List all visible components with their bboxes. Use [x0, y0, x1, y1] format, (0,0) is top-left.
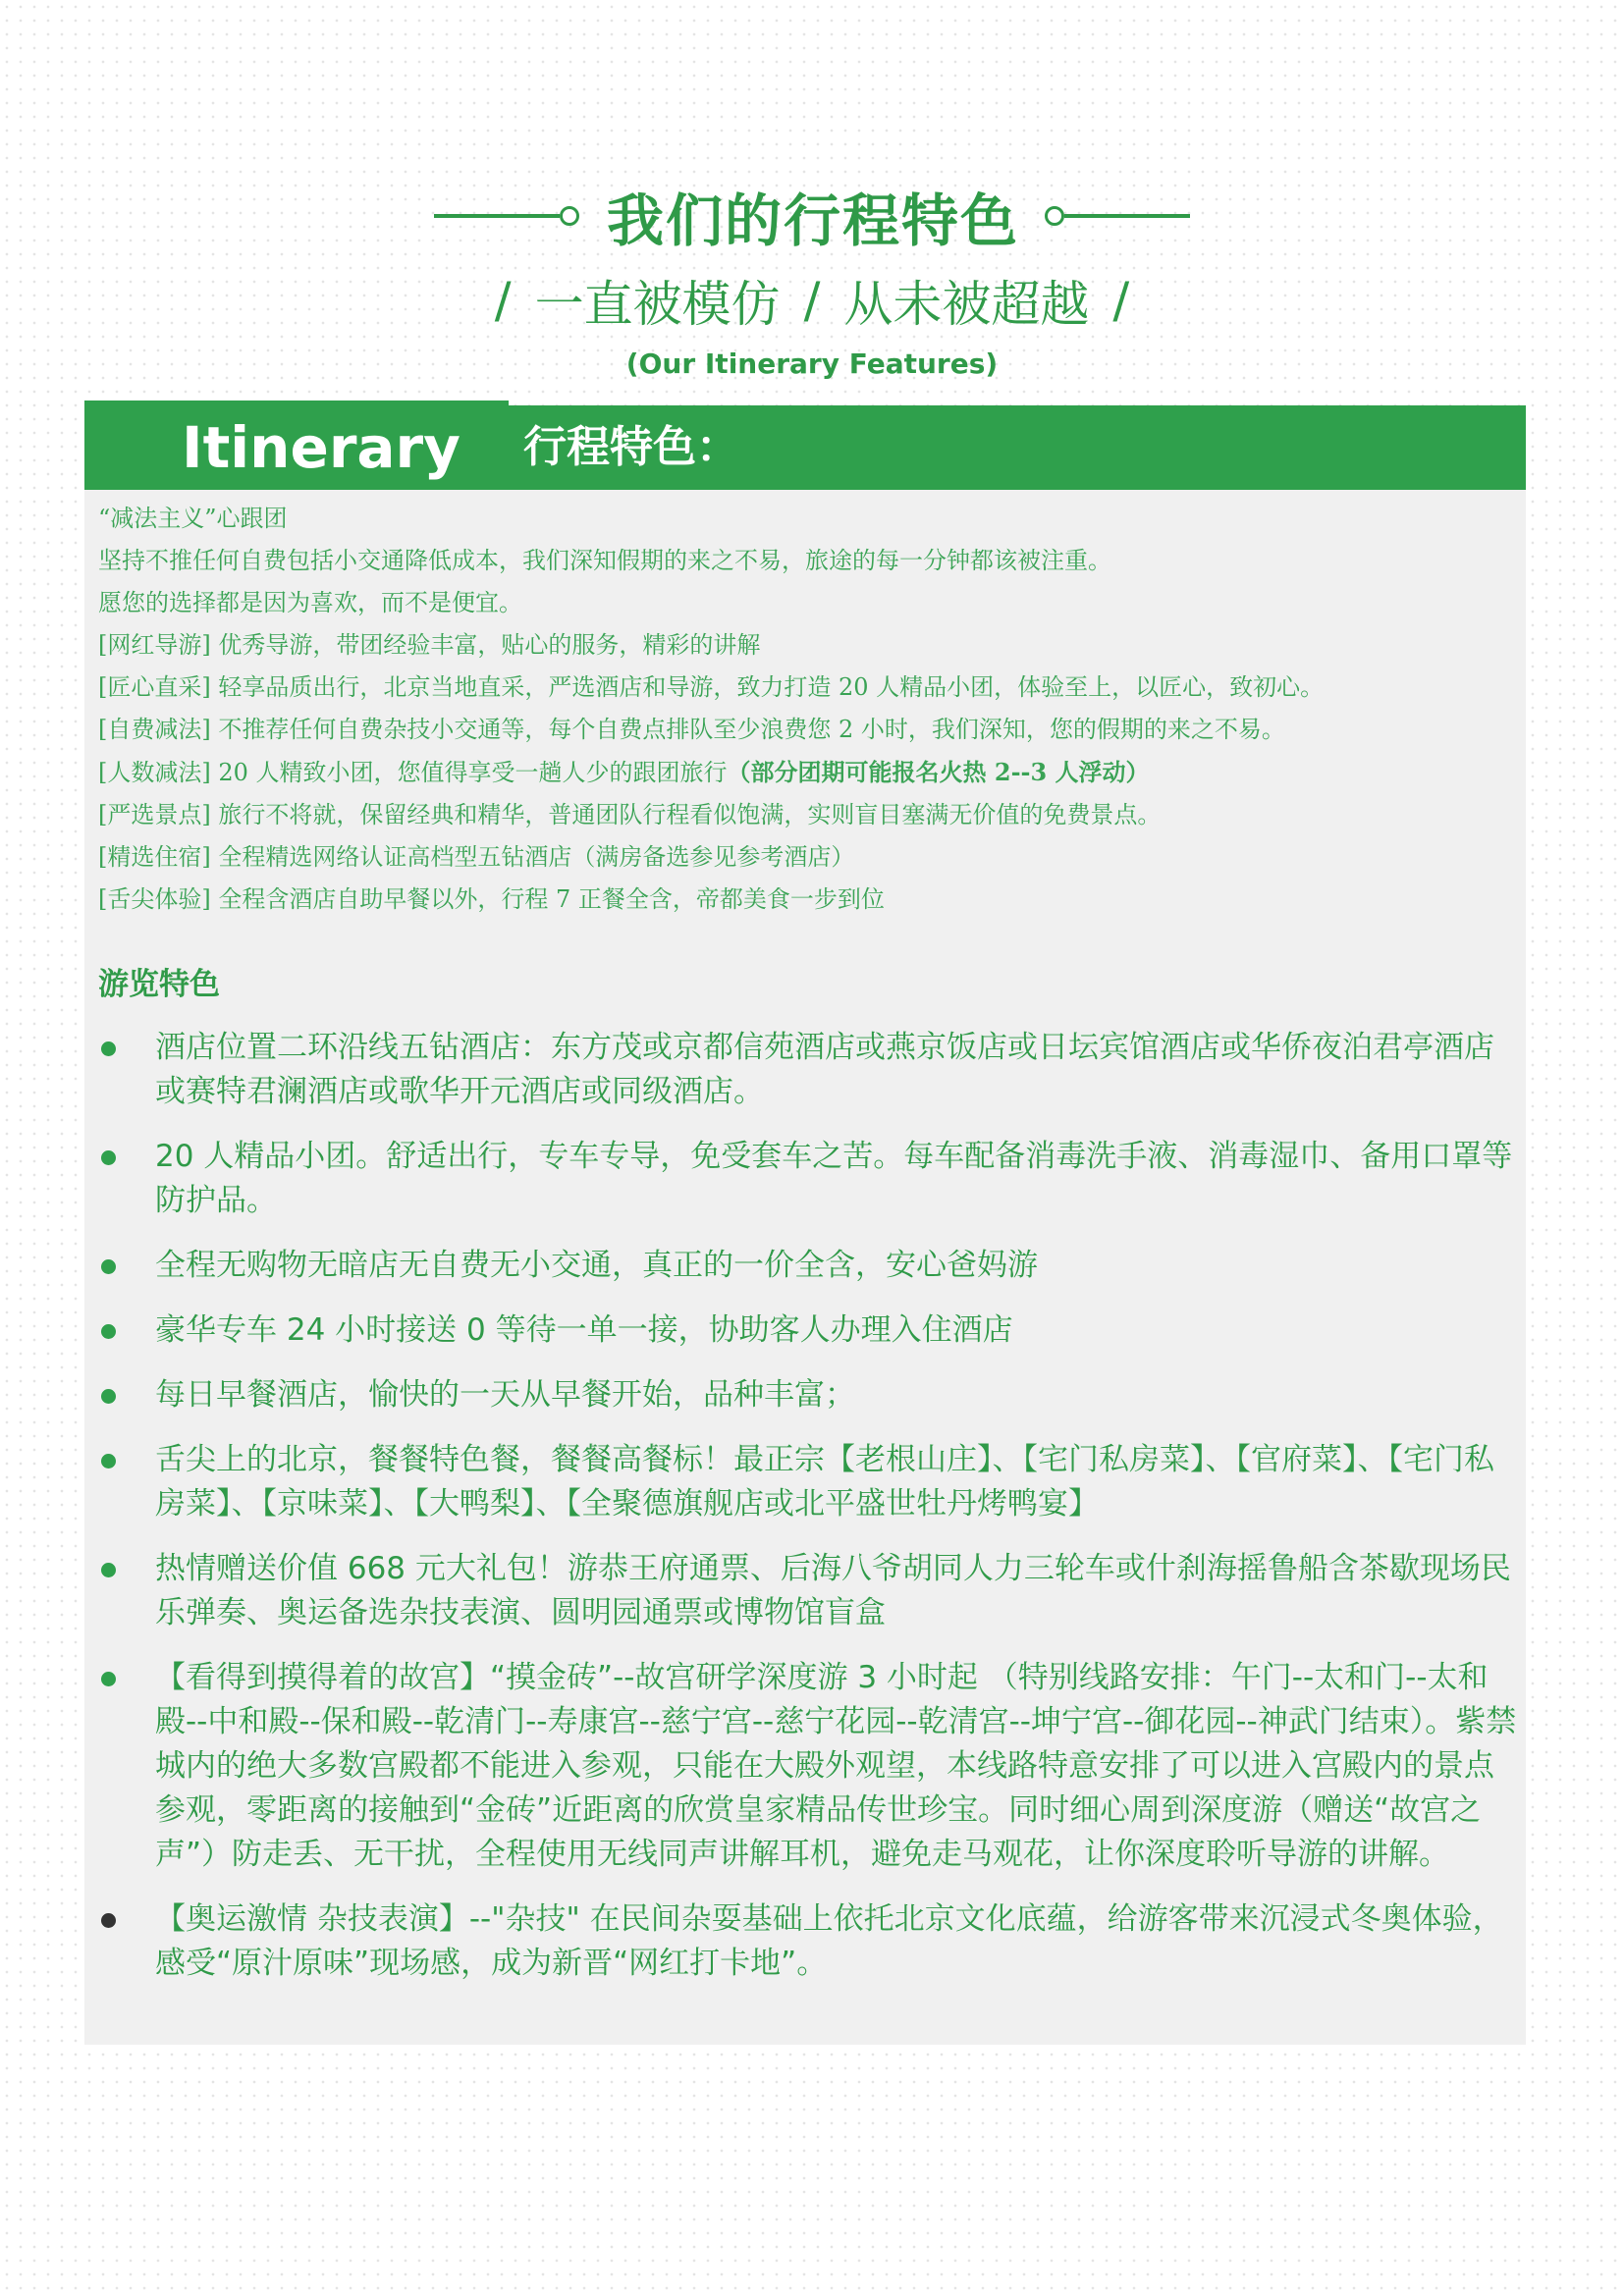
english-subtitle: (Our Itinerary Features) — [625, 347, 999, 380]
feature-item: 豪华专车 24 小时接送 0 等待一单一接，协助客人办理入住酒店 — [98, 1308, 1517, 1353]
intro-line: [精选住宿] 全程精选网络认证高档型五钻酒店（满房备选参见参考酒店） — [98, 843, 855, 871]
intro-line-people — [98, 751, 1517, 794]
feature-item: 【看得到摸得着的故宫】“摸金砖”--故宫研学深度游 3 小时起 （特别线路安排：午门--太和门--太和殿--中和殿--保和殿--乾清门--寿康宫--慈宁宫--慈宁花园--乾清宫--坤宁宫--御花园--神武门结束）。紫禁城内的绝大多数宫殿都不能进入参观，只能在大殿外观望，本线路特意安排了可以进入宫殿内的景点参观，零距离的接触到“金砖”近距离的欣赏皇家精品传世珍宝。同时细心周到深度游（赠送“故宫之声”）防走丢、无干扰，全程使用无线同声讲解耳机，避免走马观花，让你深度聆听导游的讲解。 — [98, 1656, 1517, 1877]
decorative-line-left — [434, 214, 560, 218]
banner-chinese-title: 行程特色： — [523, 422, 739, 472]
feature-item: 热情赠送价值 668 元大礼包！游恭王府通票、后海八爷胡同人力三轮车或什刹海摇鲁船含茶歇现场民乐弹奏、奥运备选杂技表演、圆明园通票或博物馆盲盒 — [98, 1547, 1517, 1635]
subtitle-right: 从未被超越 — [843, 276, 1090, 333]
decorative-line-right — [1064, 214, 1190, 218]
feature-item: 20 人精品小团。舒适出行，专车专导，免受套车之苦。每车配备消毒洗手液、消毒湿巾、备用口罩等防护品。 — [98, 1135, 1517, 1223]
feature-item: 酒店位置二环沿线五钻酒店：东方茂或京都信苑酒店或燕京饭店或日坛宾馆酒店或华侨夜泊君亭酒店或赛特君澜酒店或歌华开元酒店或同级酒店。 — [98, 1026, 1517, 1114]
people-note: （部分团期可能报名火热 2--3 人浮动） — [727, 758, 1150, 786]
feature-item: 【奥运激情 杂技表演】--"杂技" 在民间杂耍基础上依托北京文化底蕴，给游客带来沉浸式冬奥体验，感受“原汁原味”现场感，成为新晋“网红打卡地”。 — [98, 1897, 1517, 1986]
banner-english-title: Itinerary — [182, 414, 460, 481]
feature-item: 舌尖上的北京，餐餐特色餐，餐餐高餐标！最正宗【老根山庄】、【宅门私房菜】、【官府菜】、【宅门私房菜】、【京味菜】、【大鸭梨】、【全聚德旗舰店或北平盛世牡丹烤鸭宴】 — [98, 1438, 1517, 1526]
slash-separator: / — [803, 272, 821, 329]
title-row — [0, 177, 1624, 255]
intro-line: [匠心直采] 轻享品质出行，北京当地直采，严选酒店和导游，致力打造 20 人精品小团，体验至上，以匠心，致初心。 — [98, 673, 1325, 701]
subtitle-left: 一直被模仿 — [534, 276, 781, 333]
intro-line: [舌尖体验] 全程含酒店自助早餐以外，行程 7 正餐全含，帝都美食一步到位 — [98, 885, 885, 913]
slash-separator: / — [494, 272, 512, 329]
intro-line: 愿您的选择都是因为喜欢，而不是便宜。 — [98, 589, 522, 616]
intro-line: “减法主义”心跟团 — [98, 505, 288, 532]
page-header — [0, 177, 1624, 380]
intro-line: [网红导游] 优秀导游，带团经验丰富，贴心的服务，精彩的讲解 — [98, 631, 761, 659]
intro-line: [自费减法] 不推荐任何自费杂技小交通等，每个自费点排队至少浪费您 2 小时，我们深知，您的假期的来之不易。 — [98, 716, 1285, 743]
subtitle — [0, 261, 1624, 340]
features-heading: 游览特色 — [98, 967, 220, 1002]
circle-icon — [1045, 206, 1064, 226]
intro-line: [严选景点] 旅行不将就，保留经典和精华，普通团队行程看似饱满，实则盲目塞满无价值的免费景点。 — [98, 801, 1162, 828]
feature-list — [98, 1026, 1517, 2006]
people-text: [人数减法] 20 人精致小团，您值得享受一趟人少的跟团旅行 — [98, 759, 728, 786]
slash-separator: / — [1112, 272, 1130, 329]
feature-item: 每日早餐酒店，愉快的一天从早餐开始，品种丰富； — [98, 1373, 1517, 1417]
feature-item: 全程无购物无暗店无自费无小交通，真正的一价全含，安心爸妈游 — [98, 1244, 1517, 1288]
circle-icon — [560, 206, 579, 226]
page-title: 我们的行程特色 — [606, 187, 1019, 254]
intro-line: 坚持不推任何自费包括小交通降低成本，我们深知假期的来之不易，旅途的每一分钟都该被注重。 — [98, 547, 1111, 574]
intro-text — [98, 498, 1517, 921]
